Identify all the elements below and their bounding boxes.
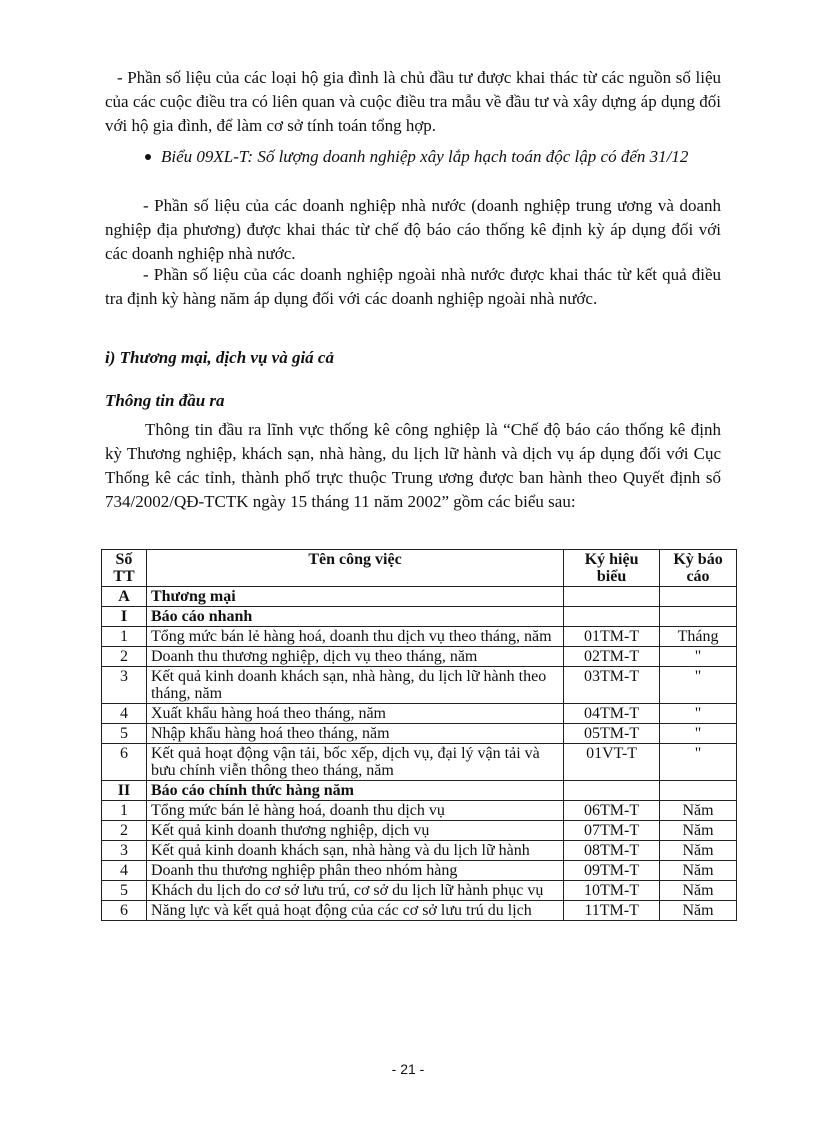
cell-period: Năm (660, 861, 737, 881)
paragraph-state-enterprises: - Phần số liệu của các doanh nghiệp nhà nước (doanh nghiệp trung ương và doanh nghiệp địa phương) được khai thác từ chế độ báo cáo thống kê định kỳ áp dụng đối với các doanh nghiệp nhà nước. (105, 196, 721, 263)
cell-name: Báo cáo nhanh (146, 607, 563, 627)
cell-period: Năm (660, 801, 737, 821)
header-stt: Số TT (102, 550, 147, 587)
bullet-text: Biểu 09XL-T: Số lượng doanh nghiệp xây lắp hạch toán độc lập có đến 31/12 (161, 147, 689, 166)
cell-period: " (660, 704, 737, 724)
bullet-form-09xl (105, 145, 721, 169)
table-row (102, 647, 737, 667)
cell-code: 09TM-T (564, 861, 660, 881)
cell-name: Doanh thu thương nghiệp phân theo nhóm hàng (146, 861, 563, 881)
header-name: Tên công việc (146, 550, 563, 587)
cell-stt: 6 (102, 744, 147, 781)
table-row (102, 627, 737, 647)
table-row (102, 724, 737, 744)
cell-name: Kết quả kinh doanh khách sạn, nhà hàng, du lịch lữ hành theo tháng, năm (146, 667, 563, 704)
cell-name: Báo cáo chính thức hàng năm (146, 781, 563, 801)
cell-stt: 2 (102, 821, 147, 841)
table-row (102, 704, 737, 724)
cell-period (660, 781, 737, 801)
cell-stt: A (102, 587, 147, 607)
cell-code: 07TM-T (564, 821, 660, 841)
table-row (102, 667, 737, 704)
cell-code: 08TM-T (564, 841, 660, 861)
table-row (102, 841, 737, 861)
cell-name: Kết quả kinh doanh khách sạn, nhà hàng và du lịch lữ hành (146, 841, 563, 861)
cell-stt: 4 (102, 704, 147, 724)
cell-stt: I (102, 607, 147, 627)
cell-code: 04TM-T (564, 704, 660, 724)
cell-period: " (660, 744, 737, 781)
section-heading: i) Thương mại, dịch vụ và giá cả (105, 348, 334, 367)
report-forms-table (101, 549, 737, 921)
cell-period: Tháng (660, 627, 737, 647)
cell-period (660, 587, 737, 607)
table-row (102, 781, 737, 801)
paragraph-output-info: Thông tin đầu ra lĩnh vực thống kê công nghiệp là “Chế độ báo cáo thống kê định kỳ Thương nghiệp, khách sạn, nhà hàng, du lịch lữ hành và dịch vụ áp dụng đối với Cục Thống kê các tỉnh, thành phố trực thuộc Trung ương được ban hành theo Quyết định số 734/2002/QĐ-TCTK ngày 15 tháng 11 năm 2002” gồm các biểu sau: (105, 420, 721, 511)
table-row (102, 744, 737, 781)
cell-name: Nhập khẩu hàng hoá theo tháng, năm (146, 724, 563, 744)
cell-code (564, 587, 660, 607)
cell-code: 03TM-T (564, 667, 660, 704)
table-row (102, 861, 737, 881)
table-row (102, 801, 737, 821)
cell-code: 05TM-T (564, 724, 660, 744)
cell-code: 01TM-T (564, 627, 660, 647)
cell-period: Năm (660, 881, 737, 901)
cell-name: Thương mại (146, 587, 563, 607)
table-row (102, 881, 737, 901)
cell-period: Năm (660, 901, 737, 921)
cell-stt: 2 (102, 647, 147, 667)
cell-code: 01VT-T (564, 744, 660, 781)
cell-name: Năng lực và kết quả hoạt động của các cơ sở lưu trú du lịch (146, 901, 563, 921)
cell-code (564, 781, 660, 801)
subsection-heading: Thông tin đầu ra (105, 391, 225, 410)
cell-period: Năm (660, 821, 737, 841)
cell-period (660, 607, 737, 627)
cell-stt: 5 (102, 724, 147, 744)
cell-name: Kết quả kinh doanh thương nghiệp, dịch vụ (146, 821, 563, 841)
cell-period: Năm (660, 841, 737, 861)
cell-name: Tổng mức bán lẻ hàng hoá, doanh thu dịch vụ theo tháng, năm (146, 627, 563, 647)
table-row (102, 607, 737, 627)
cell-code: 11TM-T (564, 901, 660, 921)
paragraph-households: - Phần số liệu của các loại hộ gia đình là chủ đầu tư được khai thác từ các nguồn số liệu của các cuộc điều tra có liên quan và cuộc điều tra mẫu về đầu tư và xây dựng áp dụng đối với hộ gia đình, để làm cơ sở tính toán tổng hợp. (105, 68, 721, 135)
cell-stt: II (102, 781, 147, 801)
cell-period: " (660, 647, 737, 667)
page-number: - 21 - (391, 1061, 425, 1077)
table-header-row (102, 550, 737, 587)
cell-name: Xuất khẩu hàng hoá theo tháng, năm (146, 704, 563, 724)
cell-name: Tổng mức bán lẻ hàng hoá, doanh thu dịch vụ (146, 801, 563, 821)
cell-code: 10TM-T (564, 881, 660, 901)
cell-name: Khách du lịch do cơ sở lưu trú, cơ sở du lịch lữ hành phục vụ (146, 881, 563, 901)
cell-code (564, 607, 660, 627)
bullet-icon (145, 154, 151, 160)
header-period: Kỳ báo cáo (660, 550, 737, 587)
cell-stt: 1 (102, 801, 147, 821)
cell-stt: 3 (102, 667, 147, 704)
cell-stt: 6 (102, 901, 147, 921)
table-row (102, 587, 737, 607)
paragraph-non-state-enterprises: - Phần số liệu của các doanh nghiệp ngoài nhà nước được khai thác từ kết quả điều tra định kỳ hàng năm áp dụng đối với các doanh nghiệp ngoài nhà nước. (105, 265, 721, 308)
header-code: Ký hiệu biểu (564, 550, 660, 587)
cell-period: " (660, 667, 737, 704)
cell-stt: 5 (102, 881, 147, 901)
table-row (102, 821, 737, 841)
cell-name: Doanh thu thương nghiệp, dịch vụ theo tháng, năm (146, 647, 563, 667)
cell-name: Kết quả hoạt động vận tải, bốc xếp, dịch vụ, đại lý vận tải và bưu chính viễn thông theo tháng, năm (146, 744, 563, 781)
table-row (102, 901, 737, 921)
cell-stt: 1 (102, 627, 147, 647)
cell-stt: 3 (102, 841, 147, 861)
cell-code: 02TM-T (564, 647, 660, 667)
cell-period: " (660, 724, 737, 744)
cell-stt: 4 (102, 861, 147, 881)
table-body (102, 587, 737, 921)
cell-code: 06TM-T (564, 801, 660, 821)
